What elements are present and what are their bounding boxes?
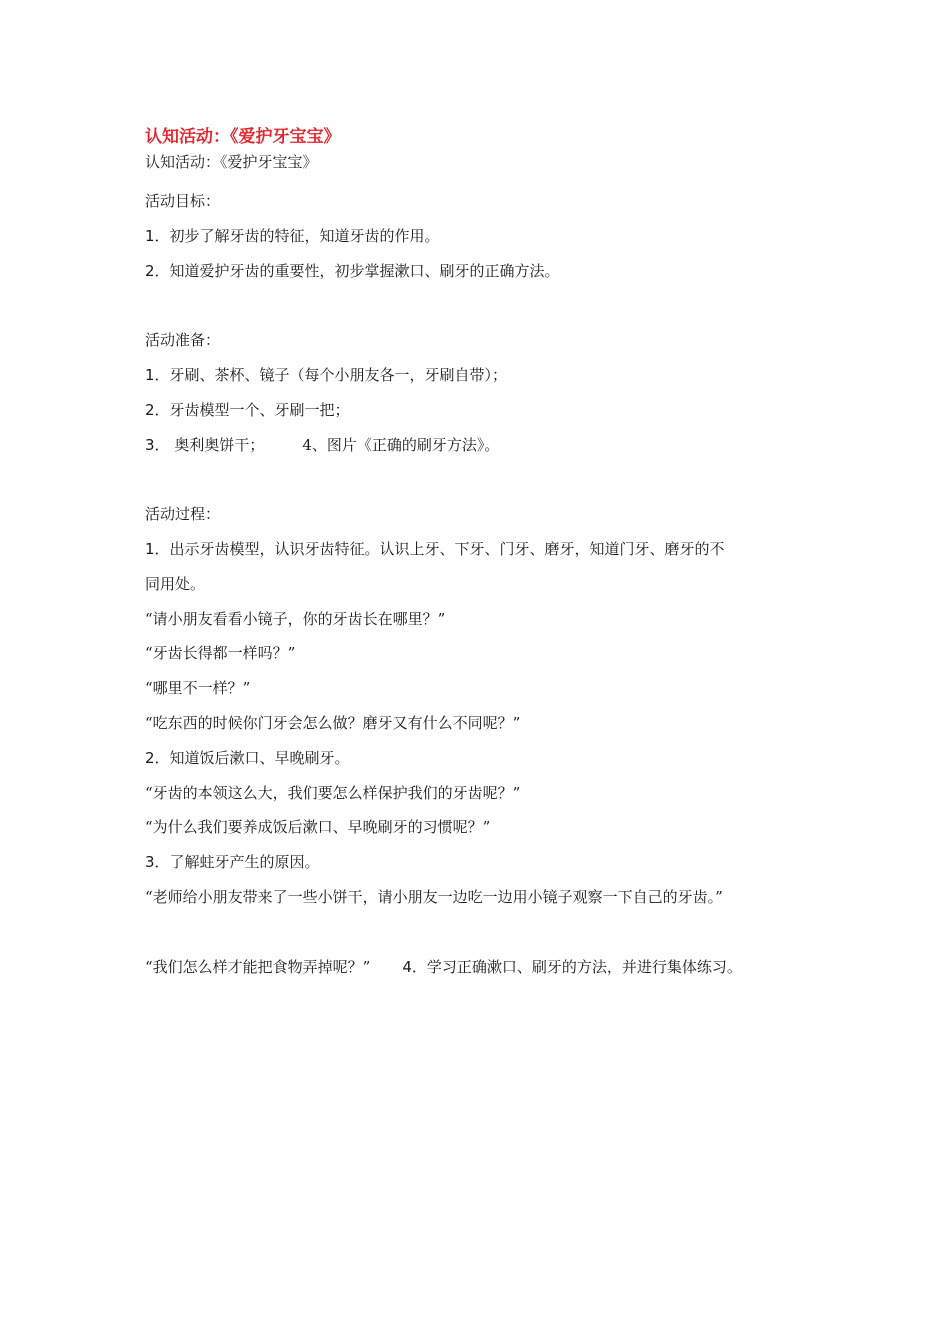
prep-item	[145, 393, 825, 428]
document-subtitle: 认知活动：《爱护牙宝宝》	[145, 153, 318, 171]
blank-line	[145, 288, 825, 323]
process-heading: 活动过程：	[145, 505, 221, 524]
prep-text: 奥利奥饼干；	[169, 435, 265, 454]
process-step	[145, 741, 825, 776]
question-line: “牙齿长得都一样吗？”	[145, 644, 296, 663]
goal-item	[145, 254, 825, 289]
step-text: 知道饭后漱口、早晚刷牙。	[169, 748, 350, 767]
question-line: “请小朋友看看小镜子，你的牙齿长在哪里？”	[145, 609, 446, 628]
prep-text: 牙齿模型一个、牙刷一把；	[169, 400, 350, 419]
step-text: 了解蛀牙产生的原因。	[169, 853, 320, 872]
step-number: 1．	[145, 539, 170, 558]
step-number: 2．	[145, 748, 170, 767]
question-line: “为什么我们要养成饭后漱口、早晚刷牙的习惯呢？”	[145, 818, 491, 837]
question-line: “牙齿的本领这么大，我们要怎么样保护我们的牙齿呢？”	[145, 783, 521, 802]
step-text: 学习正确漱口、刷牙的方法，并进行集体练习。	[426, 957, 742, 976]
prep-item	[145, 428, 825, 463]
step-number: 4．	[402, 957, 427, 976]
step-text: 出示牙齿模型，认识牙齿特征。认识上牙、下牙、门牙、磨牙，知道门牙、磨牙的不	[169, 539, 725, 558]
question-line: “老师给小朋友带来了一些小饼干，请小朋友一边吃一边用小镜子观察一下自己的牙齿。”	[145, 887, 723, 906]
prep-heading: 活动准备：	[145, 331, 221, 350]
prep-number: 1．	[145, 365, 170, 384]
goal-text: 知道爱护牙齿的重要性，初步掌握漱口、刷牙的正确方法。	[169, 261, 560, 280]
blank-line	[145, 915, 825, 950]
document-page	[145, 124, 825, 984]
process-step	[145, 532, 825, 567]
prep-text: 牙刷、茶杯、镜子（每个小朋友各一，牙刷自带）；	[169, 365, 508, 384]
step-number: 3．	[145, 853, 170, 872]
document-title: 认知活动：《爱护牙宝宝》	[145, 127, 341, 147]
blank-line	[145, 462, 825, 497]
question-line: “吃东西的时候你门牙会怎么做？磨牙又有什么不同呢？”	[145, 713, 521, 732]
question-and-step	[145, 950, 825, 985]
process-step-continued: 同用处。	[145, 574, 206, 593]
goal-number: 1．	[145, 226, 170, 245]
question-line: “哪里不一样？”	[145, 679, 251, 698]
prep-text-4: 4、图片《正确的刷牙方法》。	[302, 435, 500, 454]
question-text: “我们怎么样才能把食物弄掉呢？”	[145, 957, 371, 976]
prep-item	[145, 358, 825, 393]
goal-item	[145, 219, 825, 254]
prep-number: 2．	[145, 400, 170, 419]
goal-number: 2．	[145, 261, 170, 280]
prep-number: 3．	[145, 435, 170, 454]
goals-heading: 活动目标：	[145, 192, 221, 210]
process-step	[145, 845, 825, 880]
goal-text: 初步了解牙齿的特征，知道牙齿的作用。	[169, 226, 440, 245]
